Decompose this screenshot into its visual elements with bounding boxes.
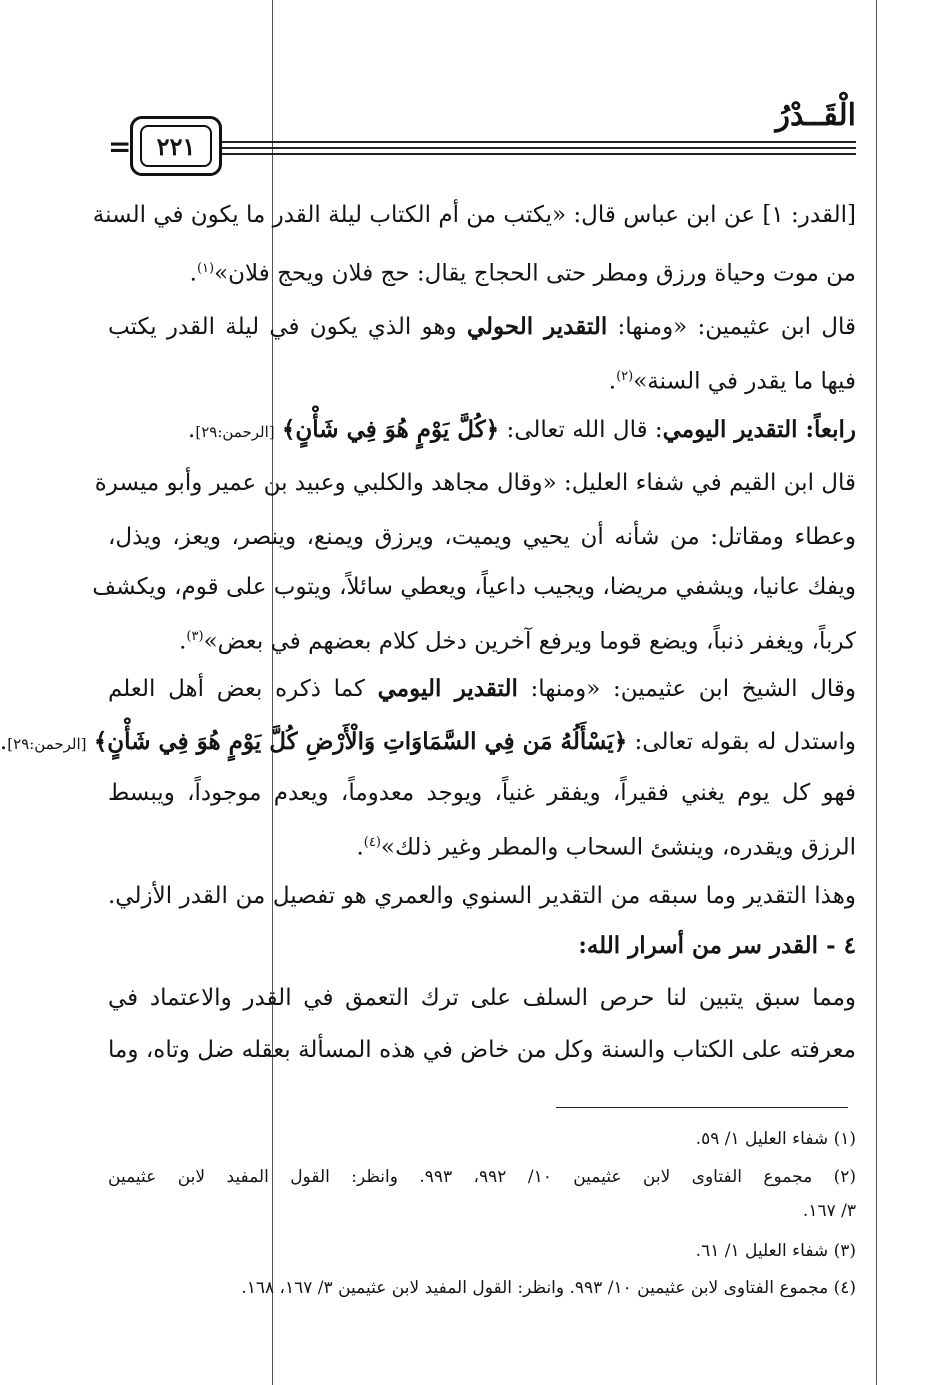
bold-term: التقدير اليومي	[377, 675, 518, 702]
section-heading: رابعاً: التقدير اليومي	[662, 416, 856, 443]
header-rule	[222, 147, 856, 149]
footnote-ref: (٤)	[363, 835, 381, 850]
header-ornament: =	[108, 130, 132, 163]
section-heading: ٤ - القدر سر من أسرار الله:	[578, 932, 856, 959]
body-line: واستدل له بقوله تعالى: ﴿يَسْأَلُهُ مَن فِي السَّمَاوَاتِ وَالْأَرْضِ كُلَّ يَوْمٍ هُوَ فِي شَأْنٍ﴾ [الرحمن:٢٩].	[0, 728, 856, 755]
body-line: ويفك عانيا، ويشفي مريضا، ويجيب داعياً، ويعطي سائلاً، ويتوب على قوم، ويكشف	[92, 574, 856, 600]
body-line: كرباً، ويغفر ذنباً، ويضع قوما ويرفع آخرين دخل كلام بعضهم في بعض»$^{(٣)}$.	[179, 628, 856, 655]
surah-citation: [الرحمن:٢٩]	[7, 735, 87, 753]
section-heading-line: رابعاً: التقدير اليومي: قال الله تعالى: ﴿كُلَّ يَوْمٍ هُوَ فِي شَأْنٍ﴾ [الرحمن:٢٩].	[188, 416, 856, 443]
footnote-continuation: ٣/ ١٦٧.	[802, 1201, 856, 1221]
body-line: [القدر: ١] عن ابن عباس قال: «يكتب من أم الكتاب ليلة القدر ما يكون في السنة	[92, 202, 856, 228]
body-line: قال ابن عثيمين: «ومنها: التقدير الحولي وهو الذي يكون في ليلة القدر يكتب	[108, 313, 857, 340]
scan-edge-line	[876, 0, 877, 1385]
footnote-separator	[556, 1107, 848, 1108]
body-line: وقال الشيخ ابن عثيمين: «ومنها: التقدير اليومي كما ذكره بعض أهل العلم	[108, 675, 856, 702]
footnote: (٤) مجموع الفتاوى لابن عثيمين ١٠/ ٩٩٣. وانظر: القول المفيد لابن عثيمين ٣/ ١٦٧، ١٦٨.	[241, 1278, 856, 1298]
footnote-ref: (١)	[196, 261, 215, 276]
body-line: قال ابن القيم في شفاء العليل: «وقال مجاهد والكلبي وعبيد بن عمير وأبو ميسرة	[94, 470, 856, 496]
surah-citation: [الرحمن:٢٩]	[195, 423, 275, 441]
body-line: فيها ما يقدر في السنة»$^{(٢)}$.	[608, 368, 856, 395]
quran-verse: ﴿يَسْأَلُهُ مَن فِي السَّمَاوَاتِ وَالْأَرْضِ كُلَّ يَوْمٍ هُوَ فِي شَأْنٍ﴾	[93, 728, 628, 755]
page-number: ٢٢١	[140, 125, 212, 167]
footnote: (٢) مجموع الفتاوى لابن عثيمين ١٠/ ٩٩٢، ٩٩٣. وانظر: القول المفيد لابن عثيمين	[108, 1167, 857, 1187]
body-line: معرفته على الكتاب والسنة وكل من خاض في هذه المسألة بعقله ضل وتاه، وما	[108, 1037, 856, 1063]
bold-term: التقدير الحولي	[466, 313, 608, 340]
body-line: من موت وحياة ورزق ومطر حتى الحجاج يقال: حج فلان ويحج فلان»$^{(١)}$.	[189, 260, 856, 287]
quran-verse: ﴿كُلَّ يَوْمٍ هُوَ فِي شَأْنٍ﴾	[281, 416, 500, 443]
body-line: وهذا التقدير وما سبقه من التقدير السنوي والعمري هو تفصيل من القدر الأزلي.	[108, 883, 856, 909]
running-title: الْقَــدْرُ	[775, 98, 856, 133]
footnote-ref: (٣)	[186, 629, 204, 644]
footnote: (٣) شفاء العليل ١/ ٦١.	[695, 1241, 856, 1261]
footnote-ref: (٢)	[616, 369, 634, 384]
body-line: وعطاء ومقاتل: من شأنه أن يحيي ويميت، ويرزق ويمنع، وينصر، ويعز، ويذل،	[108, 524, 856, 550]
header-rule	[222, 153, 856, 155]
body-line: ومما سبق يتبين لنا حرص السلف على ترك التعمق في القدر والاعتماد في	[108, 985, 856, 1011]
footnote: (١) شفاء العليل ١/ ٥٩.	[695, 1129, 856, 1149]
body-line: الرزق ويقدره، وينشئ السحاب والمطر وغير ذلك»$^{(٤)}$.	[356, 834, 856, 861]
header-rule	[222, 141, 856, 143]
body-line: فهو كل يوم يغني فقيراً، ويفقر غنياً، ويوجد معدوماً، ويعدم موجوداً، ويبسط	[108, 780, 856, 806]
